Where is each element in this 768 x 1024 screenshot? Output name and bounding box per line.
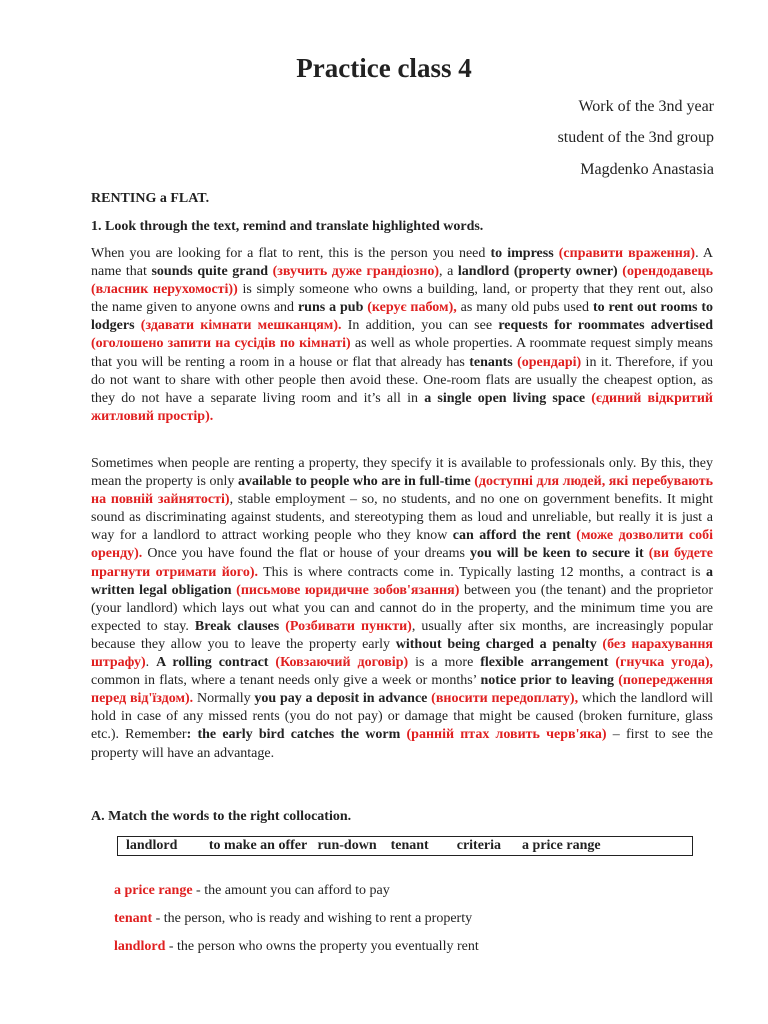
translation: (ви будете прагнути отримати його). (91, 546, 713, 580)
key-phrase: tenants (469, 354, 513, 370)
translation: (вносити передоплату), (427, 691, 579, 707)
definition-text: - the person who owns the property you eventually rent (165, 939, 479, 954)
key-phrase: notice prior to leaving (480, 673, 615, 689)
body-text: in it. Therefore, if you do not want to share with other people then avoid these. One-room flats are usually the cheapest option, as they do not have a separate living room and it’s all in (91, 354, 713, 406)
translation: (здавати кімнати мешканцям). (134, 318, 342, 334)
definition-text: - the person, who is ready and wishing to rent a property (152, 911, 473, 926)
key-phrase: a single open living space (424, 390, 586, 406)
body-text: In addition, you can see (341, 318, 499, 334)
definition-text: - the amount you can afford to pay (192, 883, 390, 898)
translation: (Ковзаючий договір) (268, 655, 409, 671)
translation: (звучить дуже грандіозно) (268, 264, 440, 280)
word-bank-item: a price range (522, 838, 601, 853)
translation: (гнучка угода), (608, 655, 714, 671)
body-text: as many old pubs used (456, 300, 593, 316)
key-phrase: to impress (490, 246, 554, 261)
body-text: When you are looking for a flat to rent, this is the person you need (91, 246, 491, 261)
body-text: between you (the tenant) and the proprietor (your landlord) which lays out what you can and cannot do in the property, and the minimum time you are expected to stay. (91, 582, 714, 634)
task-a-heading: A. Match the words to the right collocation. (91, 809, 352, 824)
body-text: as well as whole properties. A roommate request simply means that you will be renting a room in a house or flat that already has (91, 336, 713, 370)
translation: (письмове юридичне зобов'язання) (231, 582, 460, 598)
word-bank-item: criteria (456, 838, 502, 853)
key-phrase: a written legal obligation (91, 564, 713, 598)
definition-term: a price range (114, 883, 193, 898)
body-text: common in flats, where a tenant needs only give a week or months’ (91, 673, 481, 689)
body-text: , usually after six months, are increasingly popular because they allow you to leave the property early (91, 618, 713, 652)
definition-item (114, 882, 390, 900)
body-text: Once you have found the flat or house of your dreams (142, 546, 470, 562)
key-phrase: to rent out rooms to lodgers (91, 300, 714, 334)
body-text: – first to see the property will have an advantage. (91, 727, 713, 761)
key-phrase: Break clauses (194, 618, 280, 634)
translation: (єдиний відкритий житловий простір). (91, 390, 713, 424)
body-text: is a more (408, 655, 481, 671)
key-phrase: : the early bird catches the worm (186, 727, 401, 743)
definition-term: landlord (114, 939, 166, 954)
translation: (Розбивати пункти) (279, 618, 412, 634)
body-text: . A name that (91, 246, 713, 280)
body-text: , stable employment – so, no students, and no one on government benefits. It might sound as discriminating against students, and stereotyping them as loud and unreliable, but really it is just a way for a landlord to attract working people who they know (91, 492, 713, 544)
translation: (ранній птах ловить черв'яка) (400, 727, 607, 743)
key-phrase: runs a pub (297, 300, 364, 316)
translation: (орендарі) (512, 354, 582, 370)
body-text: . (145, 655, 157, 671)
body-text: Normally (193, 691, 255, 707)
word-bank-item: tenant (390, 838, 429, 853)
key-phrase: landlord (property owner) (457, 264, 618, 280)
key-phrase: requests for roommates advertised (498, 318, 713, 334)
author-line-2: student of the 3nd group (557, 129, 714, 146)
body-text: Sometimes when people are renting a property, they specify it is available to professionals only. By this, they mean the property is only (91, 456, 713, 490)
body-text: , a (439, 264, 458, 280)
definition-item (114, 910, 472, 928)
key-phrase: sounds quite grand (151, 264, 269, 280)
author-line-3: Magdenko Anastasia (580, 161, 714, 178)
definition-item (114, 938, 479, 956)
translation: (орендодавець (власник нерухомості)) (91, 264, 714, 298)
translation: (може дозволити собі оренду). (91, 528, 714, 562)
word-bank-item: landlord (126, 838, 178, 853)
translation: (оголошено запити на сусідів по кімнаті) (91, 336, 351, 352)
key-phrase: available to people who are in full-time (237, 474, 471, 490)
task-1-heading: 1. Look through the text, remind and translate highlighted words. (91, 219, 484, 234)
section-title: RENTING a FLAT. (91, 191, 210, 206)
word-bank-item: to make an offer (208, 838, 307, 853)
translation: (без нарахування штрафу) (91, 636, 714, 671)
body-text: is simply someone who owns a building, land, or property that they rent out, also the name given to anyone owns and (91, 282, 713, 316)
body-text: which the landlord will hold in case of any missed rents (you do not pay) or damage that might be caused (broken furniture, glass etc.). Remember (91, 691, 713, 743)
paragraph-2 (91, 455, 713, 763)
translation: (керує пабом), (363, 300, 457, 316)
author-line-1: Work of the 3nd year (578, 98, 714, 115)
page-title: Practice class 4 (296, 53, 472, 83)
definition-term: tenant (114, 911, 153, 926)
key-phrase: A rolling contract (156, 655, 269, 671)
body-text: This is where contracts come in. Typically lasting 12 months, a contract is (257, 564, 706, 580)
translation: (попередження перед від'їздом). (91, 673, 713, 707)
translation: (доступні для людей, які перебувають на повній зайнятості) (91, 474, 713, 508)
word-bank-box (117, 836, 693, 856)
paragraph-1 (91, 245, 713, 426)
key-phrase: can afford the rent (452, 528, 571, 544)
key-phrase: flexible arrangement (480, 655, 609, 671)
translation: (справити враження) (553, 246, 696, 261)
word-bank-item: run-down (317, 838, 377, 853)
key-phrase: you will be keen to secure it (469, 546, 644, 562)
key-phrase: without being charged a penalty (395, 636, 597, 652)
key-phrase: you pay a deposit in advance (254, 691, 428, 707)
